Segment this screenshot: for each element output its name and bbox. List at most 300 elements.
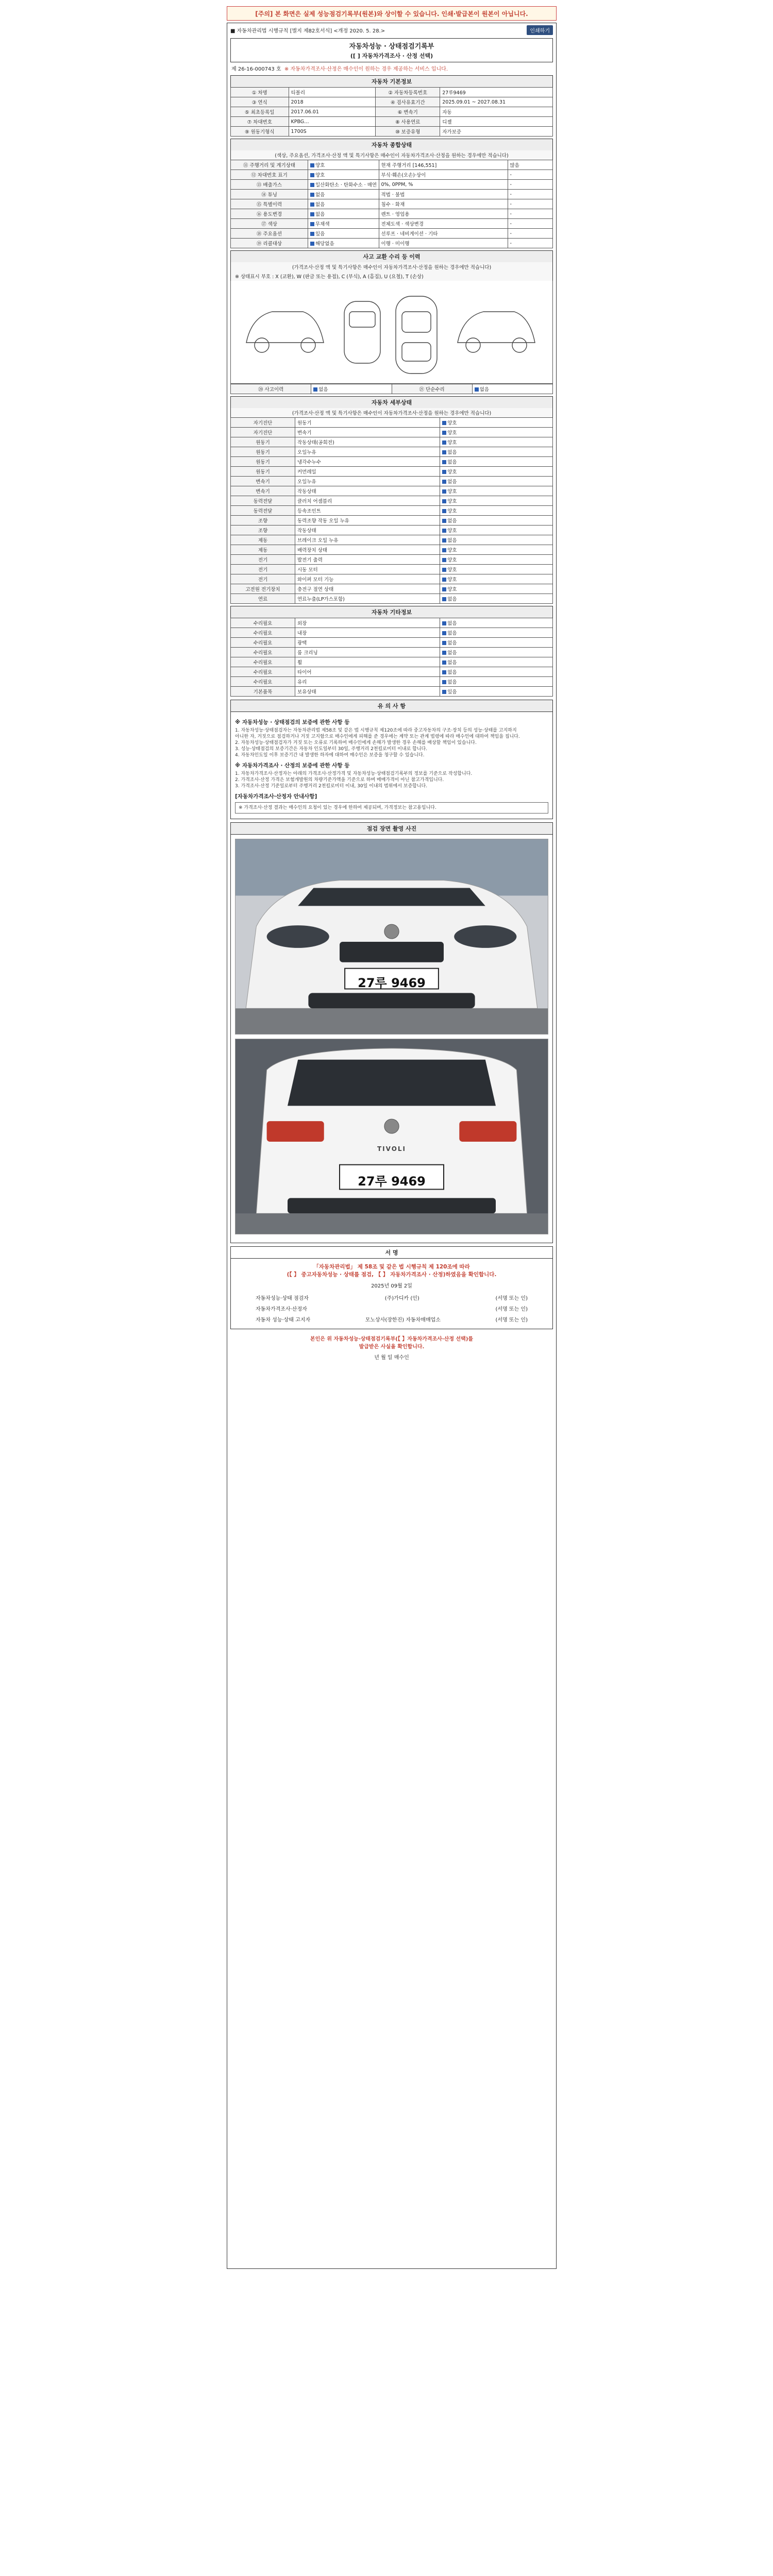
status-row — [231, 170, 553, 180]
detail-category — [231, 516, 295, 526]
detail-state-text: 양호 — [447, 469, 457, 475]
status-detail — [379, 229, 508, 239]
extra-category-text: 기본품목 — [253, 689, 273, 695]
detail-row — [231, 594, 553, 604]
status-row — [231, 190, 553, 199]
detail-category — [231, 535, 295, 545]
checked-box-icon — [442, 470, 446, 474]
signature-slot[interactable]: (서명 또는 인) — [495, 1307, 528, 1312]
status-state-text: 없음 — [315, 212, 325, 217]
status-state — [308, 209, 379, 219]
extra-row — [231, 638, 553, 648]
basic-label — [376, 117, 440, 127]
extra-category-text: 수리필요 — [253, 650, 273, 656]
status-state-text: 무채색 — [315, 222, 330, 227]
basic-label-text: ② 자동차등록번호 — [388, 90, 428, 96]
status-item-text: ⑪ 주행거리 및 계기상태 — [243, 163, 296, 168]
status-detail-text: 적법 · 불법 — [381, 192, 405, 198]
detail-row — [231, 574, 553, 584]
detail-category-text: 원동기 — [256, 469, 270, 475]
detail-item-text: 원동기 — [297, 420, 312, 426]
damage-summary-table — [230, 384, 553, 394]
detail-item-text: 작동상태 — [297, 528, 316, 534]
detail-category-text: 제동 — [258, 548, 268, 553]
status-item-text: ⑱ 주요옵션 — [256, 231, 282, 237]
detail-row — [231, 486, 553, 496]
detail-item-text: 배력장치 상태 — [297, 548, 328, 553]
status-note-text: - — [510, 211, 512, 217]
detail-state — [440, 584, 553, 594]
detail-row — [231, 437, 553, 447]
detail-category — [231, 574, 295, 584]
notes-heading-3: [자동차가격조사·산정자 안내사항] — [235, 793, 317, 800]
basic-value-text: 자동 — [442, 110, 452, 115]
checked-box-icon — [442, 578, 446, 582]
detail-item — [295, 428, 440, 437]
extra-state — [440, 667, 553, 677]
checked-box-icon — [442, 651, 446, 655]
extra-category — [231, 687, 295, 697]
basic-info-table — [230, 87, 553, 137]
status-detail-text: 부식·훼손(오손)·상이 — [381, 173, 426, 178]
detail-state — [440, 477, 553, 486]
detail-item-text: 오일누유 — [297, 479, 316, 485]
extra-state — [440, 648, 553, 657]
detail-row — [231, 545, 553, 555]
status-row — [231, 219, 553, 229]
checked-box-icon — [442, 450, 446, 454]
detail-row — [231, 447, 553, 457]
extra-category — [231, 677, 295, 687]
status-note-text: - — [510, 181, 512, 188]
extra-item-text: 보유상태 — [297, 689, 316, 695]
status-detail-text: 침수 · 화재 — [381, 202, 405, 208]
detail-category — [231, 428, 295, 437]
basic-info-row — [231, 88, 553, 97]
status-item-text: ⑯ 용도변경 — [256, 212, 282, 217]
status-state-text: 해당없음 — [315, 241, 334, 247]
basic-label — [231, 107, 289, 117]
status-item — [231, 219, 308, 229]
extra-category — [231, 657, 295, 667]
detail-category — [231, 447, 295, 457]
status-note — [508, 239, 553, 248]
detail-state — [440, 516, 553, 526]
detail-row — [231, 457, 553, 467]
extra-state-text: 없음 — [447, 631, 457, 636]
extra-state-text: 없음 — [447, 640, 457, 646]
detail-table — [230, 417, 553, 604]
detail-row — [231, 506, 553, 516]
detail-category-text: 동력전달 — [253, 499, 273, 504]
detail-category — [231, 594, 295, 604]
status-item-text: ⑲ 리콜대상 — [256, 241, 282, 247]
basic-label — [376, 88, 440, 97]
status-state-text: 양호 — [315, 163, 325, 168]
status-state — [308, 229, 379, 239]
detail-row — [231, 584, 553, 594]
extra-state-text: 있음 — [447, 689, 457, 695]
extra-row — [231, 667, 553, 677]
basic-value — [289, 107, 376, 117]
status-note-text: - — [510, 230, 512, 236]
detail-state — [440, 447, 553, 457]
final-line-2: 발급받은 사실을 확인합니다. — [359, 1344, 425, 1350]
status-state-text: 일산화탄소 · 탄화수소 · 매연 — [315, 182, 377, 188]
repair-label: ㉑ 단순수리 — [392, 384, 472, 394]
extra-state-text: 없음 — [447, 650, 457, 656]
extra-item-text: 휠 — [297, 660, 303, 666]
basic-info-row — [231, 107, 553, 117]
status-note — [508, 180, 553, 190]
detail-item-text: 발전기 출력 — [297, 557, 323, 563]
reference-line — [227, 63, 556, 73]
detail-category-text: 조향 — [258, 518, 268, 524]
note-line: 3. 가격조사·산정 기준일로부터 주행거리 2천킬로미터 이내, 30일 이내의 범위에서 보증합니다. — [235, 784, 428, 789]
detail-category-text: 연료 — [258, 597, 268, 602]
detail-state — [440, 565, 553, 574]
extra-item — [295, 638, 440, 648]
checked-box-icon — [442, 680, 446, 684]
detail-row — [231, 418, 553, 428]
basic-label-text: ① 차명 — [251, 90, 267, 96]
extra-item — [295, 677, 440, 687]
extra-row — [231, 628, 553, 638]
status-detail-text: 현재 주행거리 [146,551] — [381, 163, 437, 168]
checked-box-icon — [442, 480, 446, 484]
detail-category-text: 변속기 — [256, 479, 270, 485]
status-item — [231, 199, 308, 209]
status-note — [508, 160, 553, 170]
inspection-sheet — [227, 23, 557, 2269]
detail-item-text: 등속조인트 — [297, 509, 321, 514]
checked-box-icon — [442, 597, 446, 601]
detail-state-text: 양호 — [447, 567, 457, 573]
notes-heading-1: ※ 자동차성능 · 상태점검의 보증에 관한 사항 등 — [235, 719, 350, 725]
basic-value — [289, 117, 376, 127]
status-item — [231, 160, 308, 170]
detail-state-text: 양호 — [447, 430, 457, 436]
status-item — [231, 180, 308, 190]
extra-category-text: 수리필요 — [253, 670, 273, 675]
detail-state — [440, 496, 553, 506]
detail-state-text: 없음 — [447, 538, 457, 544]
basic-label-text: ③ 연식 — [251, 100, 267, 106]
detail-state — [440, 574, 553, 584]
detail-row — [231, 555, 553, 565]
extra-row — [231, 677, 553, 687]
status-state-text: 있음 — [315, 231, 325, 237]
status-detail — [379, 190, 508, 199]
status-detail-text: 선루프 · 네비게이션 · 기타 — [381, 231, 438, 237]
basic-value — [440, 97, 553, 107]
detail-item-text: 작동상태(공회전) — [297, 440, 334, 446]
detail-state-text: 없음 — [447, 597, 457, 602]
detail-category-text: 전기 — [258, 567, 268, 573]
checked-box-icon — [442, 538, 446, 543]
status-note — [508, 170, 553, 180]
accident-value: 없음 — [318, 387, 328, 393]
extra-state-text: 없음 — [447, 680, 457, 685]
detail-item — [295, 516, 440, 526]
detail-state-text: 양호 — [447, 587, 457, 592]
detail-state-text: 양호 — [447, 509, 457, 514]
signature-statement-1: 「자동차관리법」 제 58조 및 같은 법 시행규칙 제 120조에 따라 — [313, 1264, 470, 1270]
reference-note: ※ 자동차가격조사·산정은 매수인이 원하는 경우 제공하는 서비스 입니다. — [284, 66, 448, 72]
status-detail — [379, 209, 508, 219]
detail-category — [231, 565, 295, 574]
signature-section — [230, 1259, 553, 1329]
status-note — [508, 209, 553, 219]
extra-row — [231, 648, 553, 657]
status-state-text: 없음 — [315, 192, 325, 198]
rear-car-image — [236, 1039, 548, 1234]
extra-state — [440, 687, 553, 697]
signer-role: 자동차성능·상태 점검자 — [256, 1296, 309, 1301]
detail-item-text: 변속기 — [297, 430, 312, 436]
detail-item-text: 동력조향 작동 오일 누유 — [297, 518, 349, 524]
detail-state — [440, 535, 553, 545]
checked-box-icon — [442, 587, 446, 591]
status-detail-text: 0%, 0PPM, % — [381, 181, 413, 188]
checked-box-icon — [442, 431, 446, 435]
detail-item — [295, 545, 440, 555]
detail-item-text: 충전구 절연 상태 — [297, 587, 334, 592]
checked-box-icon — [442, 558, 446, 562]
detail-category-text: 변속기 — [256, 489, 270, 495]
basic-value-text: 티볼리 — [291, 90, 306, 96]
status-row — [231, 180, 553, 190]
extra-category — [231, 618, 295, 628]
detail-state — [440, 486, 553, 496]
extra-state-text: 없음 — [447, 660, 457, 666]
checked-box-icon — [310, 222, 314, 226]
accident-label: ⑳ 사고이력 — [231, 384, 311, 394]
detail-state-text: 없음 — [447, 479, 457, 485]
notes-list-2 — [235, 771, 548, 789]
extra-state — [440, 618, 553, 628]
status-detail — [379, 180, 508, 190]
note-line: 2. 자동차성능·상태점검자가 거짓 또는 오류로 기록하여 매수인에게 손해가 발생한 경우 손해를 배상할 책임이 있습니다. — [235, 740, 477, 745]
notes-title: 유 의 사 항 — [230, 700, 553, 712]
reference-number: 제 26-16-000743 호 — [231, 66, 281, 72]
basic-label — [231, 127, 289, 137]
detail-row — [231, 526, 553, 535]
status-item — [231, 170, 308, 180]
detail-category — [231, 418, 295, 428]
checked-box-icon — [310, 193, 314, 197]
extra-category-text: 수리필요 — [253, 631, 273, 636]
detail-item — [295, 535, 440, 545]
status-item-text: ⑭ 튜닝 — [261, 192, 277, 198]
detail-subnote: (가격조사·산정 액 및 특기사항은 매수인이 자동차가격조사·산정을 원하는 경우에만 적습니다) — [230, 408, 553, 417]
extra-item-text: 룸 크리닝 — [297, 650, 318, 656]
detail-category-text: 자기진단 — [253, 430, 273, 436]
status-note — [508, 199, 553, 209]
checked-box-icon — [310, 163, 314, 167]
extra-category-text: 수리필요 — [253, 640, 273, 646]
detail-item-text: 오일누유 — [297, 450, 316, 455]
status-item-text: ⑰ 색상 — [261, 222, 277, 227]
detail-row — [231, 428, 553, 437]
status-note — [508, 229, 553, 239]
detail-state-text: 양호 — [447, 557, 457, 563]
signer-name: 모노상사(장한진) 자동차매매업소 — [365, 1317, 441, 1323]
detail-state-text: 양호 — [447, 577, 457, 583]
basic-info-row — [231, 127, 553, 137]
status-item-text: ⑬ 배출가스 — [256, 182, 282, 188]
detail-state-text: 없음 — [447, 518, 457, 524]
status-detail — [379, 239, 508, 248]
checked-box-icon — [310, 212, 314, 216]
checked-box-icon — [442, 660, 446, 665]
detail-category-text: 원동기 — [256, 440, 270, 446]
basic-value-text: 디젤 — [442, 120, 452, 125]
form-reference: ■ 자동차관리법 시행규칙 [별지 제82호서식] <개정 2020. 5. 28.> — [230, 28, 385, 34]
print-button[interactable]: 인쇄하기 — [527, 25, 553, 35]
status-note — [508, 219, 553, 229]
repair-value: 없음 — [479, 387, 490, 393]
detail-category — [231, 584, 295, 594]
detail-category — [231, 506, 295, 516]
extra-item-text: 타이어 — [297, 670, 312, 675]
extra-item-text: 내장 — [297, 631, 307, 636]
status-item-text: ⑫ 차대번호 표기 — [251, 173, 288, 178]
status-state — [308, 239, 379, 248]
detail-item — [295, 506, 440, 516]
basic-value-text: KPBG… — [291, 118, 309, 125]
basic-label — [376, 97, 440, 107]
detail-item — [295, 467, 440, 477]
checked-box-icon — [442, 529, 446, 533]
basic-value — [289, 97, 376, 107]
basic-label — [231, 97, 289, 107]
detail-state-text: 양호 — [447, 440, 457, 446]
detail-item-text: 냉각수누수 — [297, 460, 321, 465]
basic-value-text: 1700S — [291, 128, 307, 134]
front-plate: 27루 9469 — [358, 976, 426, 990]
status-detail — [379, 219, 508, 229]
detail-category-text: 전기 — [258, 557, 268, 563]
extra-state — [440, 677, 553, 687]
detail-item — [295, 437, 440, 447]
signature-date: 2025년 09월 2일 — [371, 1283, 412, 1289]
detail-state — [440, 467, 553, 477]
detail-row — [231, 496, 553, 506]
extra-state — [440, 628, 553, 638]
detail-category — [231, 477, 295, 486]
signature-row — [235, 1303, 548, 1314]
basic-value — [440, 88, 553, 97]
extra-table — [230, 618, 553, 697]
detail-row — [231, 467, 553, 477]
checked-box-icon — [442, 621, 446, 625]
photos-header: 점검 장면 촬영 사진 — [230, 822, 553, 835]
checked-box-icon — [313, 387, 317, 392]
signer-role: 자동차가격조사·산정자 — [256, 1307, 307, 1312]
detail-item — [295, 457, 440, 467]
checked-box-icon — [442, 641, 446, 645]
status-row — [231, 199, 553, 209]
detail-item-text: 시동 모터 — [297, 567, 318, 573]
status-detail-text: 렌트 · 영업용 — [381, 212, 410, 217]
detail-category — [231, 457, 295, 467]
checked-box-icon — [442, 548, 446, 552]
signer-name: (주)가디카 (인) — [384, 1296, 419, 1301]
basic-info-row — [231, 117, 553, 127]
basic-value — [289, 88, 376, 97]
basic-label-text: ④ 검사유효기간 — [390, 100, 425, 106]
status-state — [308, 180, 379, 190]
signer-role: 자동차 성능·상태 고지자 — [256, 1317, 311, 1323]
note-line: 아니한 자, 거짓으로 점검하거나 거짓 고지함으로 매수인에게 피해를 준 경우에는 계약 또는 관계 법령에 따라 매수인에 대하여 책임을 집니다. — [235, 734, 520, 739]
detail-item-text: 클러치 어셈블리 — [297, 499, 332, 504]
status-state — [308, 160, 379, 170]
detail-category-text: 제동 — [258, 538, 268, 544]
detail-item-text: 연료누출(LP가스포함) — [297, 597, 345, 602]
detail-state — [440, 526, 553, 535]
extra-item-text: 외장 — [297, 621, 307, 626]
basic-label — [376, 107, 440, 117]
detail-state-text: 없음 — [447, 450, 457, 455]
detail-state-text: 없음 — [447, 460, 457, 465]
basic-value — [289, 127, 376, 137]
detail-item — [295, 574, 440, 584]
detail-category — [231, 437, 295, 447]
status-detail-text: 전체도색 · 색상변경 — [381, 222, 424, 227]
status-note — [508, 190, 553, 199]
status-row — [231, 229, 553, 239]
detail-item — [295, 486, 440, 496]
detail-item — [295, 565, 440, 574]
status-item — [231, 229, 308, 239]
extra-category — [231, 667, 295, 677]
damage-legend: ※ 상태표시 부호 : X (교환), W (판금 또는 용접), C (부식), A (흠집), U (요철), T (손상) — [230, 272, 553, 281]
status-row — [231, 239, 553, 248]
title-main: 자동차성능 · 상태점검기록부 — [349, 43, 434, 50]
detail-state — [440, 506, 553, 516]
basic-value-text: 2018 — [291, 99, 304, 105]
status-state — [308, 170, 379, 180]
status-state — [308, 190, 379, 199]
signature-slot[interactable]: (서명 또는 인) — [495, 1317, 528, 1323]
checked-box-icon — [442, 421, 446, 425]
detail-item — [295, 584, 440, 594]
signature-slot[interactable]: (서명 또는 인) — [495, 1296, 528, 1301]
extra-item — [295, 618, 440, 628]
detail-row — [231, 565, 553, 574]
checked-box-icon — [442, 440, 446, 445]
notes-heading-2: ※ 자동차가격조사 · 산정의 보증에 관한 사항 등 — [235, 762, 350, 769]
status-state — [308, 199, 379, 209]
detail-item — [295, 555, 440, 565]
checked-box-icon — [310, 173, 314, 177]
detail-row — [231, 477, 553, 486]
basic-label-text: ⑦ 차대번호 — [247, 120, 272, 125]
status-row — [231, 160, 553, 170]
detail-state-text: 양호 — [447, 489, 457, 495]
detail-category — [231, 467, 295, 477]
note-line: 4. 자동차인도일 이후 보증기간 내 발생한 하자에 대하여 매수인은 보증을 청구할 수 있습니다. — [235, 753, 425, 758]
basic-label — [231, 88, 289, 97]
detail-state — [440, 437, 553, 447]
notes-section — [230, 712, 553, 819]
detail-item-text: 브레이크 오일 누유 — [297, 538, 339, 544]
final-line-1: 본인은 위 자동차성능·상태점검기록부(【 】자동차가격조사·산정 선택)를 — [310, 1336, 474, 1342]
extra-row — [231, 657, 553, 667]
detail-category — [231, 545, 295, 555]
basic-label-text: ⑨ 원동기형식 — [245, 129, 275, 135]
